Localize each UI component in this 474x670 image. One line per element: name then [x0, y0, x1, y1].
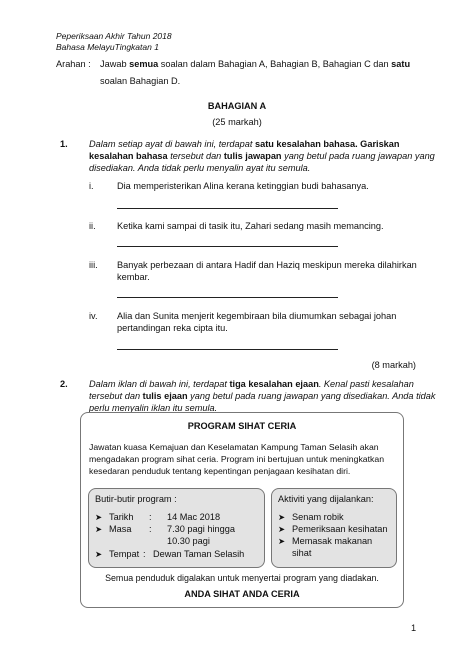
- answer-line[interactable]: [117, 246, 338, 247]
- item-sentence-cont: kembar.: [117, 272, 150, 282]
- item-number: i.: [89, 181, 94, 191]
- arrow-bullet-icon: ➤: [278, 536, 286, 546]
- activities-box: [271, 488, 397, 568]
- page-number: 1: [411, 623, 417, 633]
- detail-row-time-cont: 10.30 pagi: [167, 536, 210, 546]
- arrow-bullet-icon: ➤: [95, 524, 103, 534]
- detail-row-date: ➤ Tarikh : 14 Mac 2018: [95, 512, 221, 522]
- program-details-heading: Butir-butir program :: [95, 494, 177, 504]
- section-marks: (25 markah): [212, 117, 262, 127]
- ad-paragraph-line: Jawatan kuasa Kemajuan dan Keselamatan Kampung Taman Selasih akan: [89, 442, 379, 452]
- question-1-marks: (8 markah): [371, 360, 416, 370]
- detail-row-time: ➤ Masa : 7.30 pagi hingga: [95, 524, 235, 534]
- activity-item: ➤ Memasak makanan: [278, 536, 373, 546]
- ad-slogan: ANDA SIHAT ANDA CERIA: [184, 589, 300, 599]
- ad-title: PROGRAM SIHAT CERIA: [187, 421, 297, 431]
- advertisement-box: [80, 412, 404, 608]
- section-title: BAHAGIAN A: [207, 101, 267, 111]
- item-number: ii.: [89, 221, 96, 231]
- question-2-instruction-3: perlu menyalin iklan itu semula.: [89, 403, 218, 413]
- exam-title: Peperiksaan Akhir Tahun 2018: [56, 31, 172, 41]
- item-number: iv.: [89, 311, 98, 321]
- ad-footer: Semua penduduk digalakan untuk menyertai program yang diadakan.: [105, 573, 379, 583]
- item-sentence: Alia dan Sunita menjerit kegembiraan bila diumumkan sebagai johan: [117, 311, 397, 321]
- item-sentence: Banyak perbezaan di antara Hadif dan Haziq meskipun mereka dilahirkan: [117, 260, 417, 270]
- answer-line[interactable]: [117, 349, 338, 350]
- arrow-bullet-icon: ➤: [95, 549, 103, 559]
- activity-item-cont: sihat: [292, 548, 312, 558]
- item-number: iii.: [89, 260, 98, 270]
- item-sentence: Ketika kami sampai di tasik itu, Zahari sedang masih memancing.: [117, 221, 384, 231]
- answer-line[interactable]: [117, 208, 338, 209]
- arrow-bullet-icon: ➤: [278, 512, 286, 522]
- exam-subject: Bahasa MelayuTingkatan 1: [56, 42, 159, 52]
- question-1-instruction: Dalam setiap ayat di bawah ini, terdapat satu kesalahan bahasa. Gariskan: [89, 139, 400, 149]
- question-1-instruction-2: kesalahan bahasa tersebut dan tulis jawapan yang betul pada ruang jawapan yang: [89, 151, 435, 161]
- arrow-bullet-icon: ➤: [278, 524, 286, 534]
- instruction-text: Jawab semua soalan dalam Bahagian A, Bahagian B, Bahagian C dan satu: [100, 59, 411, 69]
- ad-paragraph-line: mengadakan program sihat ceria. Program ini bertujuan untuk meningkatkan: [89, 454, 385, 464]
- arrow-bullet-icon: ➤: [95, 512, 103, 522]
- item-sentence: Dia memperisterikan Alina kerana ketinggian budi bahasanya.: [117, 181, 369, 191]
- instruction-text-2: soalan Bahagian D.: [100, 76, 181, 86]
- question-1-number: 1.: [60, 139, 68, 149]
- activity-item: ➤ Senam robik: [278, 512, 344, 522]
- question-1-instruction-3: disediakan. Anda tidak perlu menyalin ayat itu semula.: [89, 163, 311, 173]
- answer-line[interactable]: [117, 297, 338, 298]
- activity-item: ➤ Pemeriksaan kesihatan: [278, 524, 388, 534]
- program-details-box: [88, 488, 265, 568]
- ad-paragraph-line: kesedaran penduduk tentang kepentingan penjagaan kesihatan diri.: [89, 466, 351, 476]
- instruction-label: Arahan :: [56, 59, 91, 69]
- question-2-number: 2.: [60, 379, 68, 389]
- question-2-instruction: Dalam iklan di bawah ini, terdapat tiga kesalahan ejaan. Kenal pasti kesalahan: [89, 379, 414, 389]
- detail-row-venue: ➤ Tempat : Dewan Taman Selasih: [95, 549, 245, 559]
- activities-heading: Aktiviti yang dijalankan:: [278, 494, 374, 504]
- question-2-instruction-2: tersebut dan tulis ejaan yang betul pada ruang jawapan yang disediakan. Anda tidak: [89, 391, 436, 401]
- item-sentence-cont: pertandingan reka cipta itu.: [117, 323, 228, 333]
